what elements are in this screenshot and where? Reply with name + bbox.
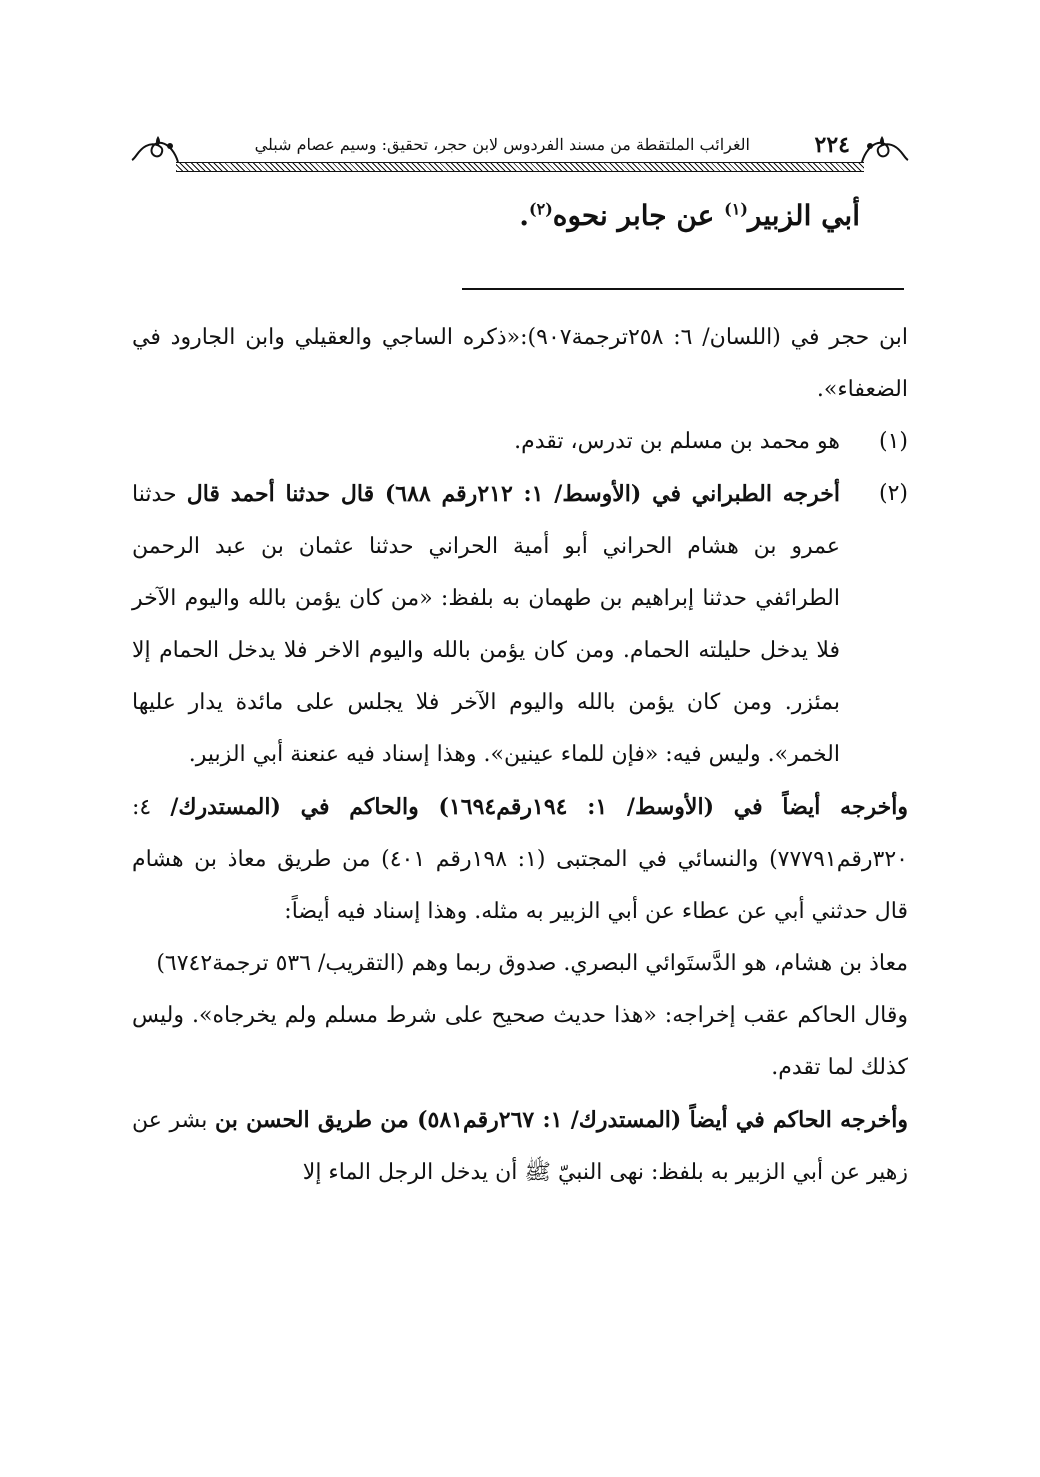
footnote-2-number: (٢)	[878, 481, 908, 506]
footnote-1	[132, 416, 908, 468]
footnote-2-also-lead: وأخرجه أيضاً في (الأوسط/ ١: ١٩٤رقم١٦٩٤) والحاكم في (المستدرك/	[170, 794, 909, 820]
footnote-2-hakim-second-lead: وأخرجه الحاكم في أيضاً (المستدرك/ ١: ٢٦٧رقم٥٨١) من طريق الحسن بن	[215, 1107, 909, 1133]
footnote-2-muadh: معاذ بن هشام، هو الدَّستَوائي البصري. صدوق ربما وهم (التقريب/ ٥٣٦ ترجمة٦٧٤٢)	[156, 951, 908, 976]
main-text-start: أبي الزبير	[747, 199, 860, 232]
footnote-1-text: هو محمد بن مسلم بن تدرس، تقدم.	[514, 429, 840, 454]
footnote-ref-2[interactable]: (٢)	[529, 199, 553, 219]
main-text-end: .	[519, 199, 530, 232]
footnote-1-number: (١)	[878, 429, 908, 454]
footnote-separator	[462, 288, 904, 290]
page-header	[130, 128, 910, 172]
footnote-2	[132, 468, 908, 781]
ornament-left-icon	[130, 132, 182, 166]
page-number: ٢٢٤	[814, 132, 850, 158]
footnote-2-text: حدثنا عمرو بن هشام الحراني أبو أمية الحراني حدثنا عثمان بن عبد الرحمن الطرائفي حدثنا إبراهيم بن طهمان به بلفظ: «من كان يؤمن بالله واليوم الآخر فلا يدخل حليلته الحمام. ومن كان يؤمن بالله واليوم الاخر فلا يدخل الحمام إلا بمئزر. ومن كان يؤمن بالله واليوم الآخر فلا يجلس على مائدة يدار عليها الخمر». وليس فيه: «فإن للماء عينين». وهذا إسناد فيه عنعنة أبي الزبير.	[132, 482, 841, 767]
ornament-right-icon	[858, 132, 910, 166]
main-text-middle: عن جابر نحوه	[552, 199, 725, 232]
footnote-2-lead: أخرجه الطبراني في (الأوسط/ ١: ٢١٢رقم ٦٨٨) قال حدثنا أحمد قال	[186, 481, 840, 507]
footnote-ref-1[interactable]: (١)	[724, 199, 748, 219]
header-divider	[176, 162, 864, 172]
footnote-2-also-text: ٤: ٣٢٠رقم٧٧٧٩١) والنسائي في المجتبى (١: ١٩٨رقم ٤٠١) من طريق معاذ بن هشام قال حدثني أبي عن عطاء عن أبي الزبير به مثله. وهذا إسناد فيه أيضاً:	[132, 795, 908, 924]
footnote-2-body	[132, 468, 840, 781]
footnote-continuation: ابن حجر في (اللسان/ ٦: ٢٥٨ترجمة٩٠٧):«ذكره الساجي والعقيلي وابن الجارود في الضعفاء».	[132, 325, 909, 402]
footnote-2-hakim: وقال الحاكم عقب إخراجه: «هذا حديث صحيح على شرط مسلم ولم يخرجاه». وليس كذلك لما تقدم.	[132, 1003, 908, 1080]
footnotes-section	[132, 312, 908, 1199]
footnote-2-hakim-second-text: بشر عن زهير عن أبي الزبير به بلفظ: نهى النبيّ ﷺ أن يدخل الرجل الماء إلا	[132, 1108, 908, 1185]
main-text-line	[519, 188, 860, 244]
footnote-2-hakim-second	[132, 1094, 908, 1199]
footnote-2-also	[132, 781, 908, 938]
running-header-title: الغرائب الملتقطة من مسند الفردوس لابن حجر، تحقيق: وسيم عصام شبلي	[254, 135, 750, 154]
